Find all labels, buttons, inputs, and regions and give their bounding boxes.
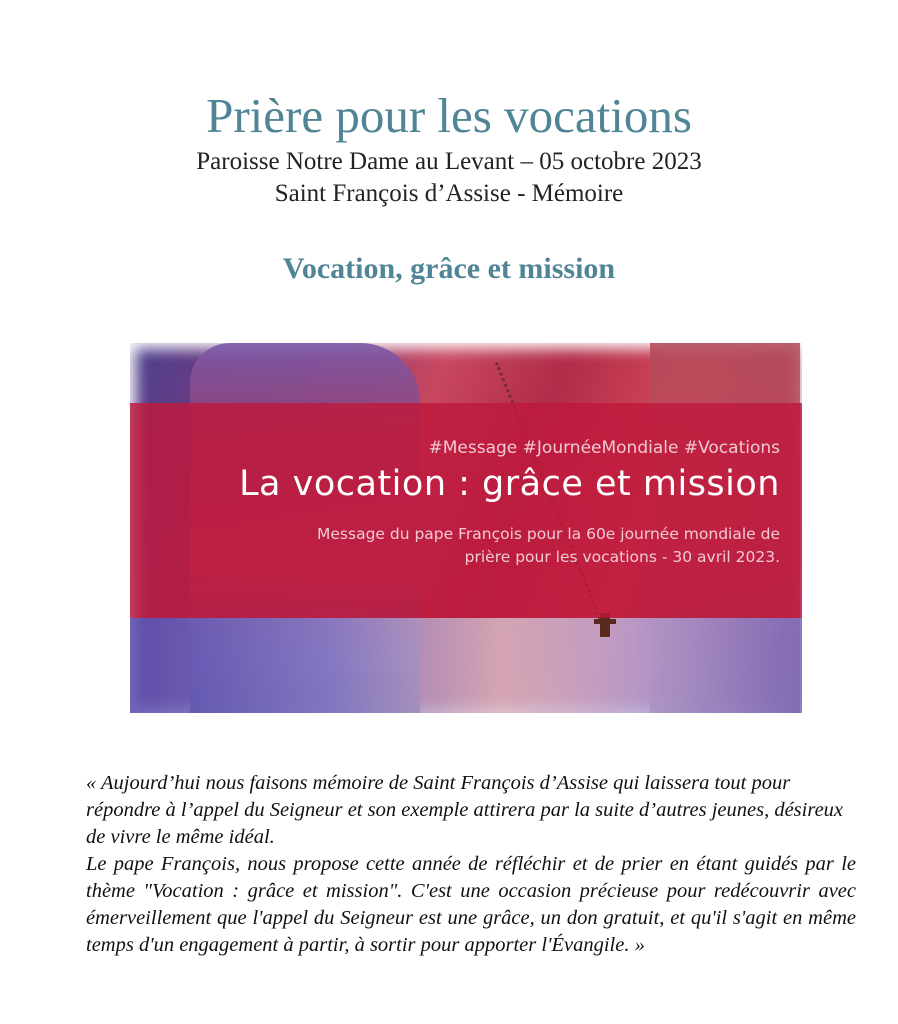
page-header bbox=[0, 86, 898, 210]
banner-floor bbox=[130, 618, 802, 713]
feast-line: Saint François d’Assise - Mémoire bbox=[274, 180, 624, 207]
parish-date-line: Paroisse Notre Dame au Levant – 05 octobre 2023 bbox=[196, 148, 702, 175]
section-title: Vocation, grâce et mission bbox=[282, 252, 616, 285]
quote-paragraph-2: Le pape François, nous propose cette année de réfléchir et de prier en étant guidés par le thème "Vocation : grâce et mission". C'est une occasion précieuse pour redécouvrir avec émerveillement que l'appel du Seigneur est une grâce, un don gratuit, et qu'il s'agit en même temps d'un engagement à partir, à sortir pour apporter l'Évangile. » bbox=[86, 853, 856, 956]
banner-title: La vocation : grâce et mission bbox=[239, 464, 780, 504]
banner-subtitle-line-1: Message du pape François pour la 60e journée mondiale de bbox=[317, 525, 780, 543]
banner-subtitle bbox=[317, 523, 780, 569]
quote-block bbox=[86, 770, 856, 959]
vocation-banner-image bbox=[130, 343, 802, 713]
banner-subtitle-line-2: prière pour les vocations - 30 avril 2023. bbox=[464, 548, 780, 566]
page-title: Prière pour les vocations bbox=[206, 88, 692, 143]
banner-hashtags: #Message #JournéeMondiale #Vocations bbox=[428, 438, 780, 458]
quote-paragraph-1: « Aujourd’hui nous faisons mémoire de Saint François d’Assise qui laissera tout pour répondre à l’appel du Seigneur et son exemple attirera par la suite d’autres jeunes, désireux de vivre le même idéal. bbox=[86, 772, 844, 848]
banner-red-band bbox=[130, 403, 802, 618]
